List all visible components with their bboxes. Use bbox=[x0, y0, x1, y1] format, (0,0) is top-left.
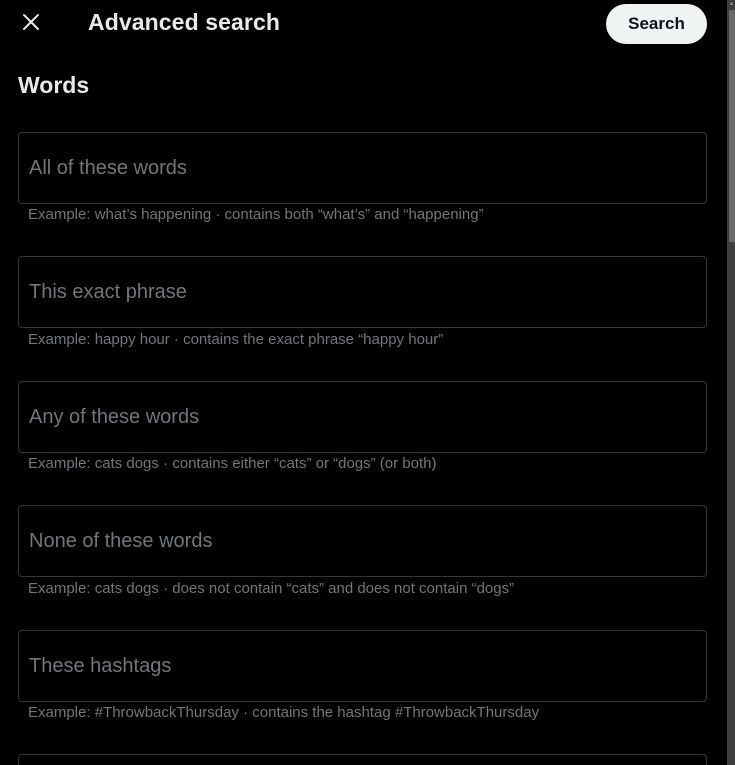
any-words-hint: Example: cats dogs · contains either “cats” or “dogs” (or both) bbox=[28, 455, 437, 472]
scrollbar-thumb[interactable] bbox=[729, 10, 735, 242]
next-field-partial[interactable] bbox=[18, 754, 707, 765]
close-button[interactable] bbox=[14, 8, 48, 40]
dialog-header bbox=[0, 0, 727, 48]
any-words-input[interactable] bbox=[19, 382, 706, 452]
exact-phrase-field[interactable] bbox=[18, 256, 707, 328]
none-words-field[interactable] bbox=[18, 505, 707, 577]
hashtags-field[interactable] bbox=[18, 630, 707, 702]
vertical-scrollbar[interactable] bbox=[727, 0, 735, 765]
none-words-hint: Example: cats dogs · does not contain “cats” and does not contain “dogs” bbox=[28, 580, 515, 597]
close-icon bbox=[21, 12, 41, 37]
exact-phrase-hint: Example: happy hour · contains the exact phrase “happy hour” bbox=[28, 331, 444, 348]
none-words-input[interactable] bbox=[19, 506, 706, 576]
all-words-field[interactable] bbox=[18, 132, 707, 204]
any-words-field[interactable] bbox=[18, 381, 707, 453]
exact-phrase-input[interactable] bbox=[19, 257, 706, 327]
hashtags-input[interactable] bbox=[19, 631, 706, 701]
all-words-input[interactable] bbox=[19, 133, 706, 203]
dialog-title: Advanced search bbox=[88, 9, 280, 35]
all-words-hint: Example: what’s happening · contains both “what’s” and “happening” bbox=[28, 206, 484, 223]
section-title-words: Words bbox=[18, 72, 90, 98]
scroll-up-arrow-icon[interactable]: ▲ bbox=[728, 1, 735, 7]
hashtags-hint: Example: #ThrowbackThursday · contains the hashtag #ThrowbackThursday bbox=[28, 704, 540, 721]
search-button[interactable]: Search bbox=[606, 4, 707, 44]
